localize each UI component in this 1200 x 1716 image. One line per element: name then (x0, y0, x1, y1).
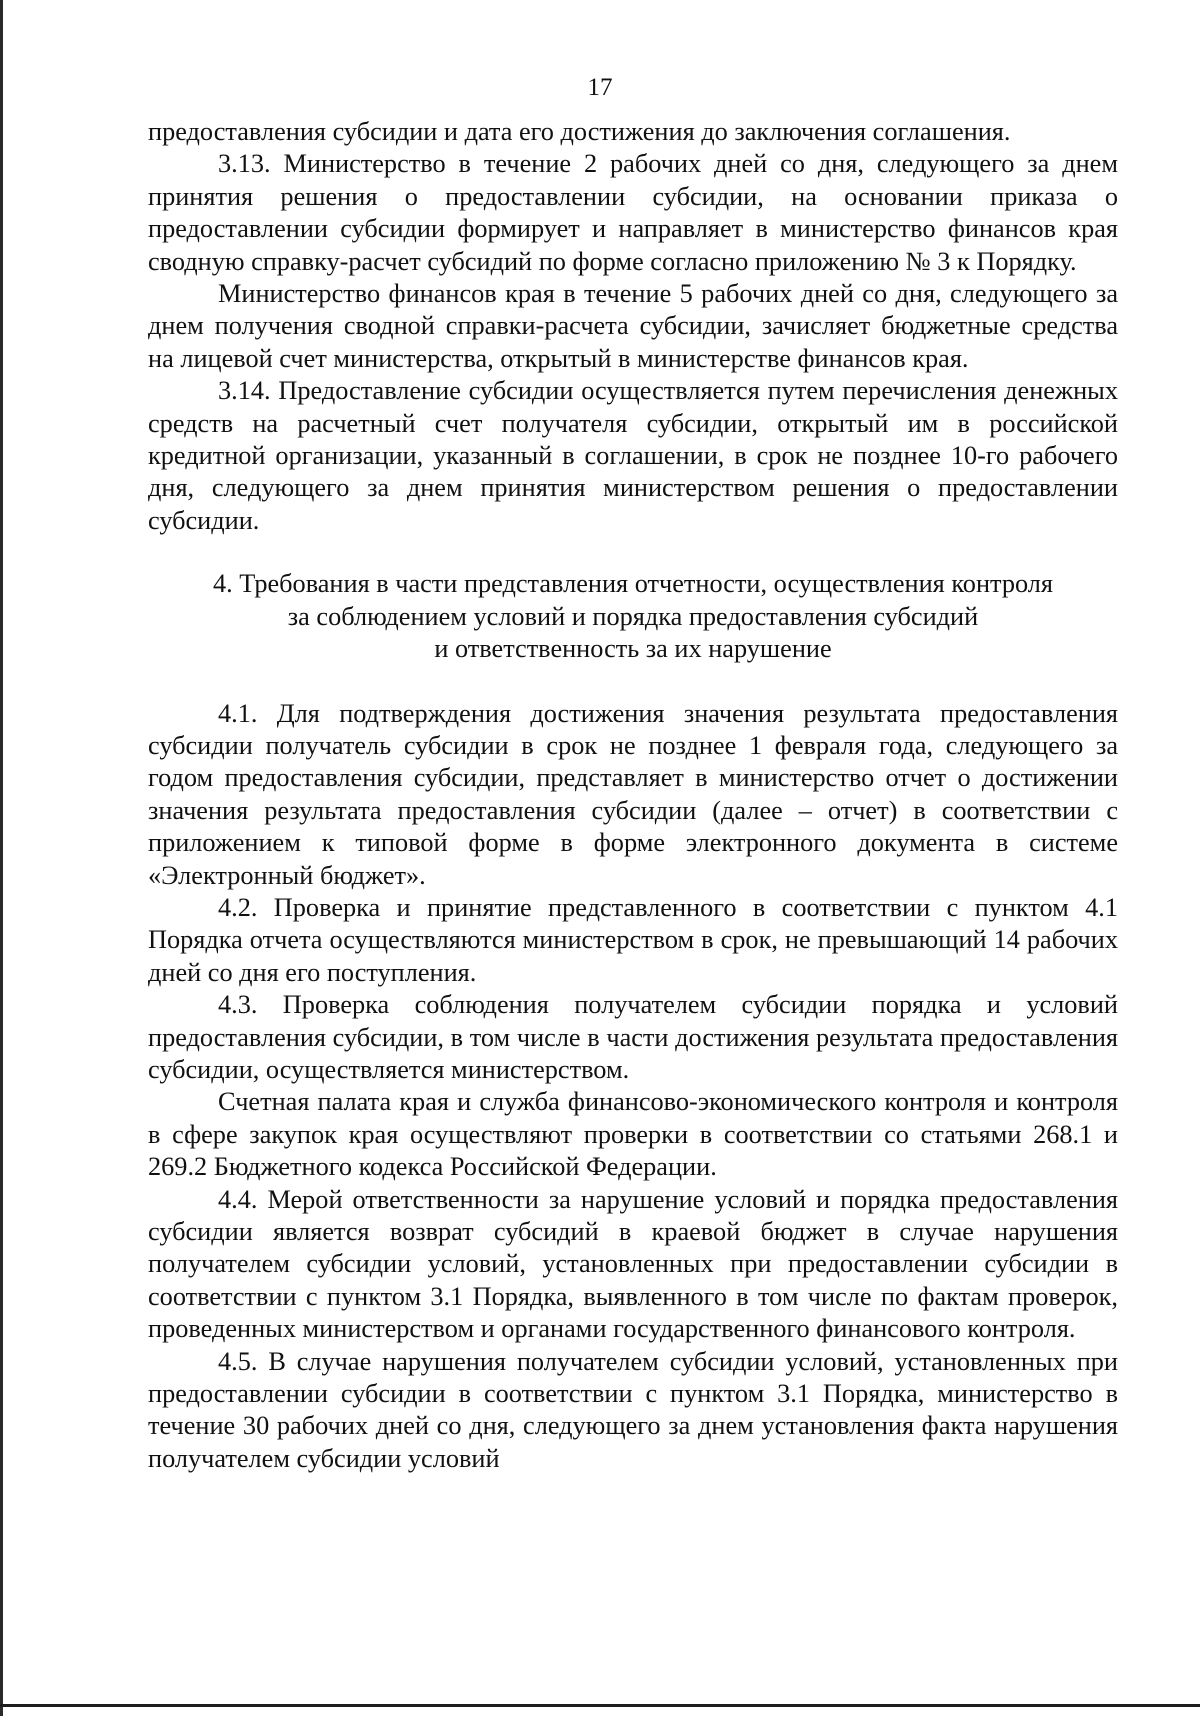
paragraph-3-14: 3.14. Предоставление субсидии осуществляется путем перечисления денежных средств на расчетный счет получателя субсидии, открытый им в российской кредитной организации, указанный в соглашении, в срок не позднее 10-го рабочего дня, следующего за днем принятия министерством решения о предоставлении субсидии. (148, 376, 1118, 535)
section-heading-line-3: и ответственность за их нарушение (434, 634, 832, 664)
scan-bottom-rule (0, 1704, 1200, 1707)
section-heading (148, 568, 1118, 665)
paragraph-4-2: 4.2. Проверка и принятие представленного в соответствии с пунктом 4.1 Порядка отчета осуществляются министерством в срок, не превышающий 14 рабочих дней со дня его поступления. (148, 892, 1118, 987)
paragraph-finance-ministry: Министерство финансов края в течение 5 рабочих дней со дня, следующего за днем получения сводной справки-расчета субсидии, зачисляет бюджетные средства на лицевой счет министерства, открытый в министерстве финансов края. (148, 279, 1118, 373)
section-heading-line-2: за соблюдением условий и порядка предоставления субсидий (287, 601, 979, 631)
paragraph-4-1: 4.1. Для подтверждения достижения значения результата предоставления субсидии получатель субсидии в срок не позднее 1 февраля года, следующего за годом предоставления субсидии, представляет в министерство отчет о достижении значения результата предоставления субсидии (далее – отчет) в соответствии с приложением к типовой форме в форме электронного документа в системе «Электронный бюджет». (148, 698, 1118, 890)
paragraph-audit-chamber: Счетная палата края и служба финансово-экономического контроля и контроля в сфере закупок края осуществляют проверки в соответствии со статьями 268.1 и 269.2 Бюджетного кодекса Российской Федерации. (148, 1087, 1118, 1182)
paragraph-4-4: 4.4. Мерой ответственности за нарушение условий и порядка предоставления субсидии является возврат субсидий в краевой бюджет в случае нарушения получателем субсидии условий, установленных при предоставлении субсидии в соответствии с пунктом 3.1 Порядка, выявленного в том числе по фактам проверок, проведенных министерством и органами государственного финансового контроля. (148, 1184, 1118, 1344)
paragraph-continuation: предоставления субсидии и дата его достижения до заключения соглашения. (148, 117, 1011, 146)
section-heading-line-1: 4. Требования в части представления отчетности, осуществления контроля (212, 569, 1053, 599)
page-number: 17 (587, 74, 613, 101)
document-body (148, 116, 1118, 1475)
scan-left-edge (0, 0, 3, 1716)
paragraph-4-5: 4.5. В случае нарушения получателем субсидии условий, установленных при предоставлении субсидии в соответствии с пунктом 3.1 Порядка, министерство в течение 30 рабочих дней со дня, следующего за днем установления факта нарушения получателем субсидии условий (148, 1346, 1118, 1473)
paragraph-4-3: 4.3. Проверка соблюдения получателем субсидии порядка и условий предоставления субсидии, в том числе в части достижения результата предоставления субсидии, осуществляется министерством. (148, 990, 1118, 1084)
paragraph-3-13: 3.13. Министерство в течение 2 рабочих дней со дня, следующего за днем принятия решения о предоставлении субсидии, на основании приказа о предоставлении субсидии формирует и направляет в министерство финансов края сводную справку-расчет субсидий по форме согласно приложению № 3 к Порядку. (148, 149, 1118, 276)
